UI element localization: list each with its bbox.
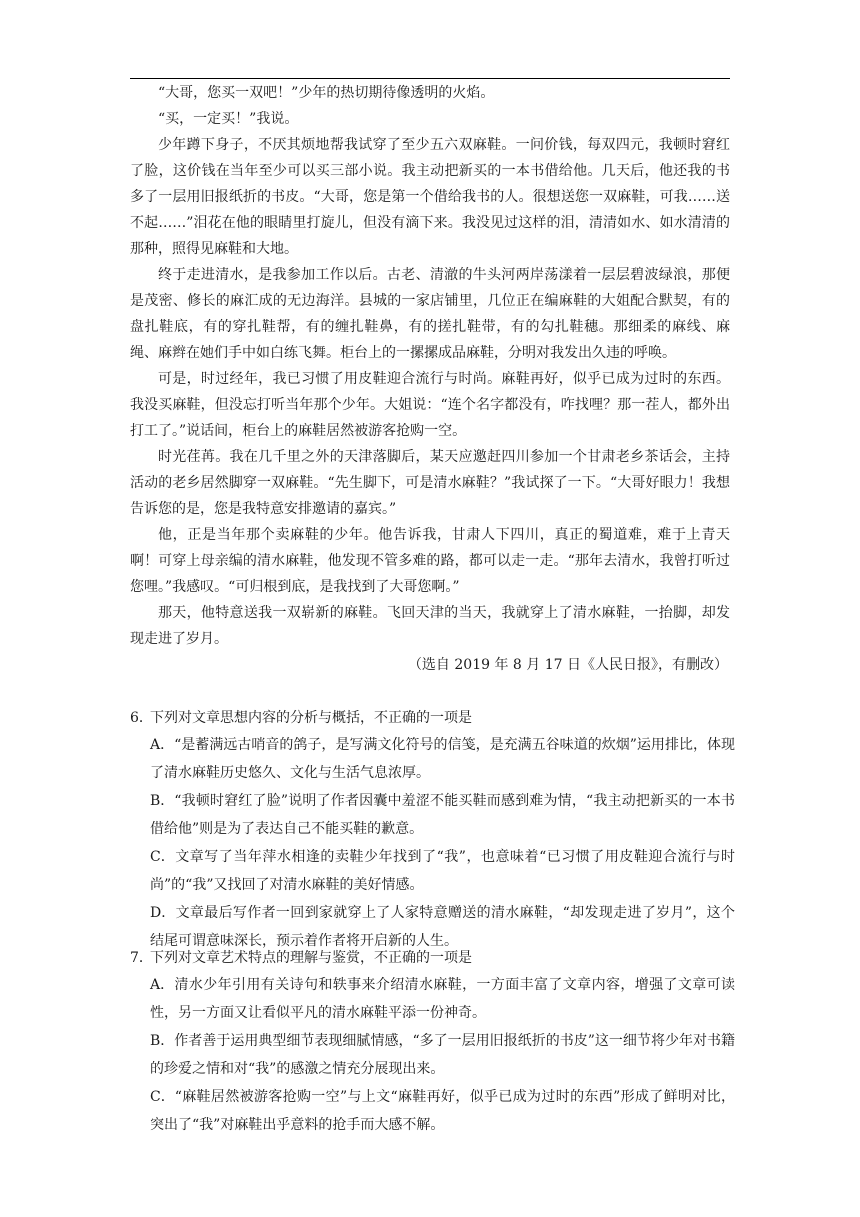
question-text: 下列对文章思想内容的分析与概括，不正确的一项是 [150,710,472,726]
passage [130,78,730,678]
option-text: 作者善于运用典型细节表现细腻情感，“多了一层用旧报纸折的书皮”这一细节将少年对书籍的珍爱之情和对“我”的感激之情充分展现出来。 [150,1033,735,1077]
option-key: B． [150,793,175,809]
option-text: 文章写了当年萍水相逢的卖鞋少年找到了“我”，也意味着“已习惯了用皮鞋迎合流行与时尚”的“我”又找回了对清水麻鞋的美好情感。 [150,849,735,893]
option-key: C． [150,1089,175,1105]
passage-paragraph: 他，正是当年那个卖麻鞋的少年。他告诉我，甘肃人下四川，真正的蜀道难，难于上青天啊！可穿上母亲编的清水麻鞋，他发现不管多难的路，都可以走一走。“那年去清水，我曾打听过您哩。”我感叹。“可归根到底，是我找到了大哥您啊。” [130,527,730,595]
passage-paragraph: 可是，时过经年，我已习惯了用皮鞋迎合流行与时尚。麻鞋再好，似乎已成为过时的东西。我没买麻鞋，但没忘打听当年那个少年。大姐说：“连个名字都没有，咋找哩？那一茬人，都外出打工了。”说话间，柜台上的麻鞋居然被游客抢购一空。 [130,371,730,439]
option-key: A． [150,737,175,753]
option-text: “麻鞋居然被游客抢购一空”与上文“麻鞋再好，似乎已成为过时的东西”形成了鲜明对比，突出了“我”对麻鞋出乎意料的抢手而大感不解。 [150,1089,735,1133]
question-number: 7． [130,950,153,966]
option-key: A． [150,977,175,993]
option-text: “是蓄满远古哨音的鸽子，是写满文化符号的信笺，是充满五谷味道的炊烟”运用排比，体现了清水麻鞋历史悠久、文化与生活气息浓厚。 [150,737,735,781]
option-c [130,1083,735,1139]
option-key: B． [150,1033,175,1049]
question-stem [130,945,735,971]
question-6 [130,705,735,955]
option-b [130,787,735,843]
option-a [130,731,735,787]
option-key: C． [150,849,175,865]
option-a [130,971,735,1027]
passage-paragraph: “买，一定买！”我说。 [158,111,299,127]
option-key: D． [150,905,176,921]
passage-paragraph: 少年蹲下身子，不厌其烦地帮我试穿了至少五六双麻鞋。一问价钱，每双四元，我顿时窘红了脸，这价钱在当年至少可以买三部小说。我主动把新买的一本书借给他。几天后，他还我的书多了一层用旧报纸折的书皮。“大哥，您是第一个借给我书的人。很想送您一双麻鞋，可我……送不起……”泪花在他的眼睛里打旋儿，但没有滴下来。我没见过这样的泪，清清如水、如水清清的那种，照得见麻鞋和大地。 [130,137,730,257]
passage-paragraph: “大哥，您买一双吧！”少年的热切期待像透明的火焰。 [158,85,495,101]
question-number: 6． [130,710,153,726]
option-text: 清水少年引用有关诗句和轶事来介绍清水麻鞋，一方面丰富了文章内容，增强了文章可读性，另一方面又让看似平凡的清水麻鞋平添一份神奇。 [150,977,735,1021]
option-c [130,843,735,899]
question-stem [130,705,735,731]
passage-paragraph: 时光荏苒。我在几千里之外的天津落脚后，某天应邀赶四川参加一个甘肃老乡茶话会，主持活动的老乡居然脚穿一双麻鞋。“先生脚下，可是清水麻鞋？”我试探了一下。“大哥好眼力！我想告诉您的是，您是我特意安排邀请的嘉宾。” [130,449,730,517]
question-7 [130,945,735,1139]
passage-paragraph: 终于走进清水，是我参加工作以后。古老、清澈的牛头河两岸荡漾着一层层碧波绿浪，那便是茂密、修长的麻汇成的无边海洋。县城的一家店铺里，几位正在编麻鞋的大姐配合默契，有的盘扎鞋底，有的穿扎鞋帮，有的缠扎鞋鼻，有的搓扎鞋带，有的勾扎鞋穗。那细柔的麻线、麻绳、麻辫在她们手中如白练飞舞。柜台上的一摞摞成品麻鞋，分明对我发出久违的呼唤。 [130,267,730,361]
option-text: 文章最后写作者一回到家就穿上了人家特意赠送的清水麻鞋，“却发现走进了岁月”，这个结尾可谓意味深长，预示着作者将开启新的人生。 [150,905,735,949]
option-text: “我顿时窘红了脸”说明了作者因囊中羞涩不能买鞋而感到难为情，“我主动把新买的一本书借给他”则是为了表达自己不能买鞋的歉意。 [150,793,735,837]
option-b [130,1027,735,1083]
passage-paragraph: 那天，他特意送我一双崭新的麻鞋。飞回天津的当天，我就穿上了清水麻鞋，一抬脚，却发现走进了岁月。 [130,605,730,647]
source-note: （选自 2019 年 8 月 17 日《人民日报》，有删改） [407,657,728,673]
question-text: 下列对文章艺术特点的理解与鉴赏，不正确的一项是 [150,950,472,966]
